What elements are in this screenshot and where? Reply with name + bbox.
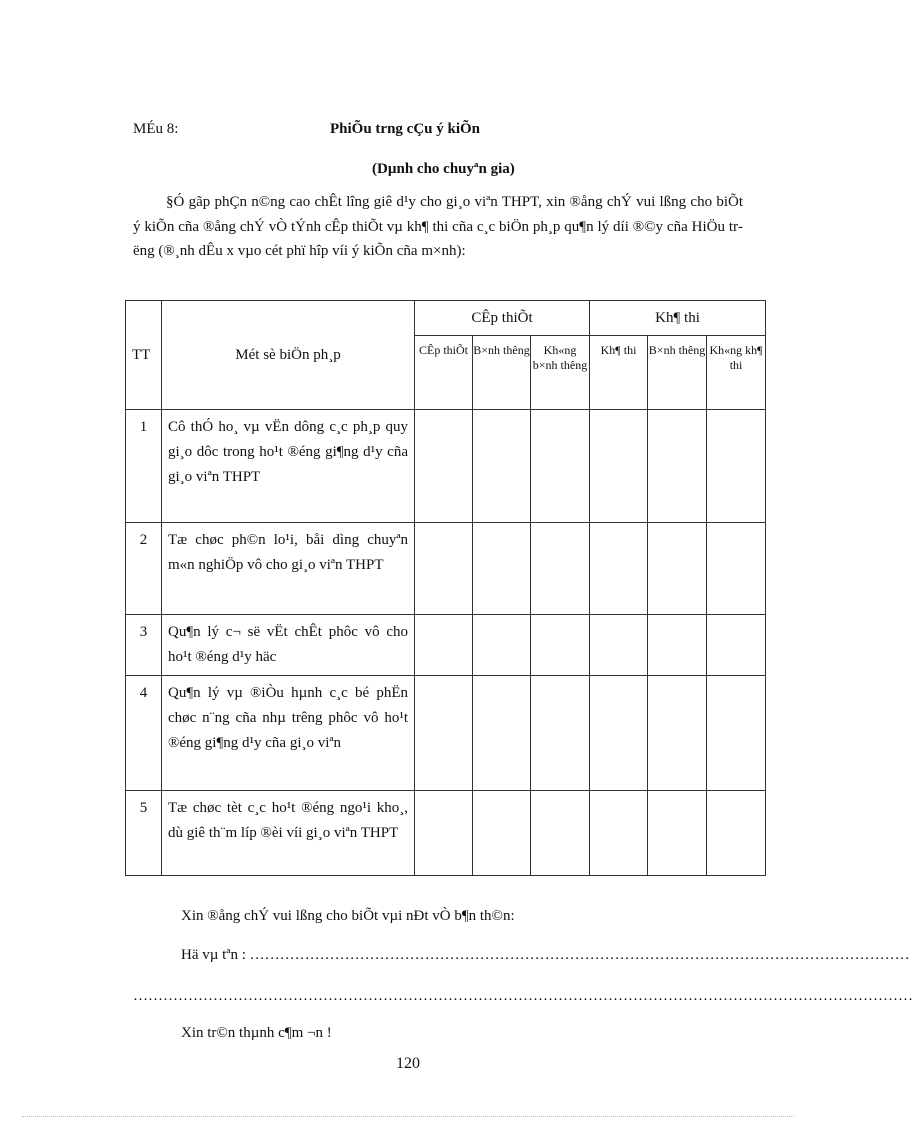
rating-cell[interactable] [590, 523, 648, 615]
rating-cell[interactable] [531, 791, 590, 876]
rating-cell[interactable] [531, 523, 590, 615]
measure-text: Cô thÓ ho¸ vµ vËn dông c¸c ph¸p quy gi¸o dôc trong ho¹t ®éng gi¶ng d¹y cña gi¸o viªn THPT [162, 410, 415, 523]
rating-cell[interactable] [707, 523, 766, 615]
rating-cell[interactable] [415, 791, 473, 876]
template-label: MÉu 8: [133, 121, 179, 137]
page-number: 120 [396, 1055, 420, 1072]
subheader-feasible: Kh¶ thi [590, 336, 648, 410]
rating-cell[interactable] [415, 523, 473, 615]
rating-cell[interactable] [590, 676, 648, 791]
survey-table [125, 300, 766, 876]
table-row [126, 676, 766, 791]
form-subtitle: (Dµnh cho chuyªn gia) [372, 161, 515, 177]
group-header-necessity: CÊp thiÕt [415, 301, 590, 336]
measure-text: Qu¶n lý c¬ së vËt chÊt phôc vô cho ho¹t ®éng d¹y häc [162, 615, 415, 676]
rating-cell[interactable] [590, 410, 648, 523]
rating-cell[interactable] [648, 615, 707, 676]
dotted-fill-line: ………………………………………………………………………………………………………………………………………… [133, 988, 913, 1004]
row-number: 3 [126, 615, 162, 676]
rating-cell[interactable] [415, 615, 473, 676]
rating-cell[interactable] [648, 410, 707, 523]
rating-cell[interactable] [648, 523, 707, 615]
rating-cell[interactable] [415, 676, 473, 791]
page-bottom-rule [22, 1116, 794, 1117]
measure-text: Tæ chøc tèt c¸c ho¹t ®éng ngo¹i kho¸, dù giê th¨m líp ®èi víi gi¸o viªn THPT [162, 791, 415, 876]
thanks-text: Xin tr©n thµnh c¶m ¬n ! [181, 1025, 332, 1041]
intro-paragraph: §Ó gãp phÇn n©ng cao chÊt lîng giê d¹y cho gi¸o viªn THPT, xin ®ång chÝ vui lßng cho biÕt ý kiÕn cña ®ång chÝ vÒ tÝnh cÊp thiÕt vµ kh¶ thi cña c¸c biÖn ph¸p qu¶n lý díi ®©y cña HiÖu trëng (®¸nh dÊu x vµo cét phï hîp víi ý kiÕn cña m×nh): [133, 194, 743, 259]
column-header-measure: Mét sè biÖn ph¸p [162, 301, 415, 410]
table-row [126, 410, 766, 523]
personal-info-request: Xin ®ång chÝ vui lßng cho biÕt vµi nÐt vÒ b¶n th©n: [181, 908, 515, 924]
row-number: 2 [126, 523, 162, 615]
rating-cell[interactable] [590, 791, 648, 876]
rating-cell[interactable] [473, 676, 531, 791]
column-header-tt: TT [126, 301, 162, 410]
row-number: 5 [126, 791, 162, 876]
subheader-not-normal: Kh«ng b×nh thêng [531, 336, 590, 410]
rating-cell[interactable] [531, 410, 590, 523]
row-number: 4 [126, 676, 162, 791]
table-row [126, 523, 766, 615]
rating-cell[interactable] [473, 615, 531, 676]
rating-cell[interactable] [473, 791, 531, 876]
subheader-not-feasible: Kh«ng kh¶ thi [707, 336, 766, 410]
rating-cell[interactable] [648, 676, 707, 791]
subheader-normal-feasible: B×nh thêng [648, 336, 707, 410]
form-title: PhiÕu trng cÇu ý kiÕn [330, 121, 481, 137]
name-field-line: Hä vµ tªn : …………………………………………………………………………………………………………………… [181, 947, 910, 963]
rating-cell[interactable] [707, 676, 766, 791]
rating-cell[interactable] [707, 410, 766, 523]
measure-text: Qu¶n lý vµ ®iÒu hµnh c¸c bé phËn chøc n¨ng cña nhµ trêng phôc vô ho¹t ®éng gi¶ng d¹y cña gi¸o viªn [162, 676, 415, 791]
rating-cell[interactable] [415, 410, 473, 523]
rating-cell[interactable] [707, 615, 766, 676]
rating-cell[interactable] [707, 791, 766, 876]
subheader-normal: B×nh thêng [473, 336, 531, 410]
table-row [126, 791, 766, 876]
rating-cell[interactable] [473, 523, 531, 615]
group-header-feasibility: Kh¶ thi [590, 301, 766, 336]
rating-cell[interactable] [531, 676, 590, 791]
subheader-necessary: CÊp thiÕt [415, 336, 473, 410]
rating-cell[interactable] [531, 615, 590, 676]
row-number: 1 [126, 410, 162, 523]
rating-cell[interactable] [648, 791, 707, 876]
rating-cell[interactable] [590, 615, 648, 676]
measure-text: Tæ chøc ph©n lo¹i, båi dìng chuyªn m«n nghiÖp vô cho gi¸o viªn THPT [162, 523, 415, 615]
rating-cell[interactable] [473, 410, 531, 523]
table-row [126, 615, 766, 676]
